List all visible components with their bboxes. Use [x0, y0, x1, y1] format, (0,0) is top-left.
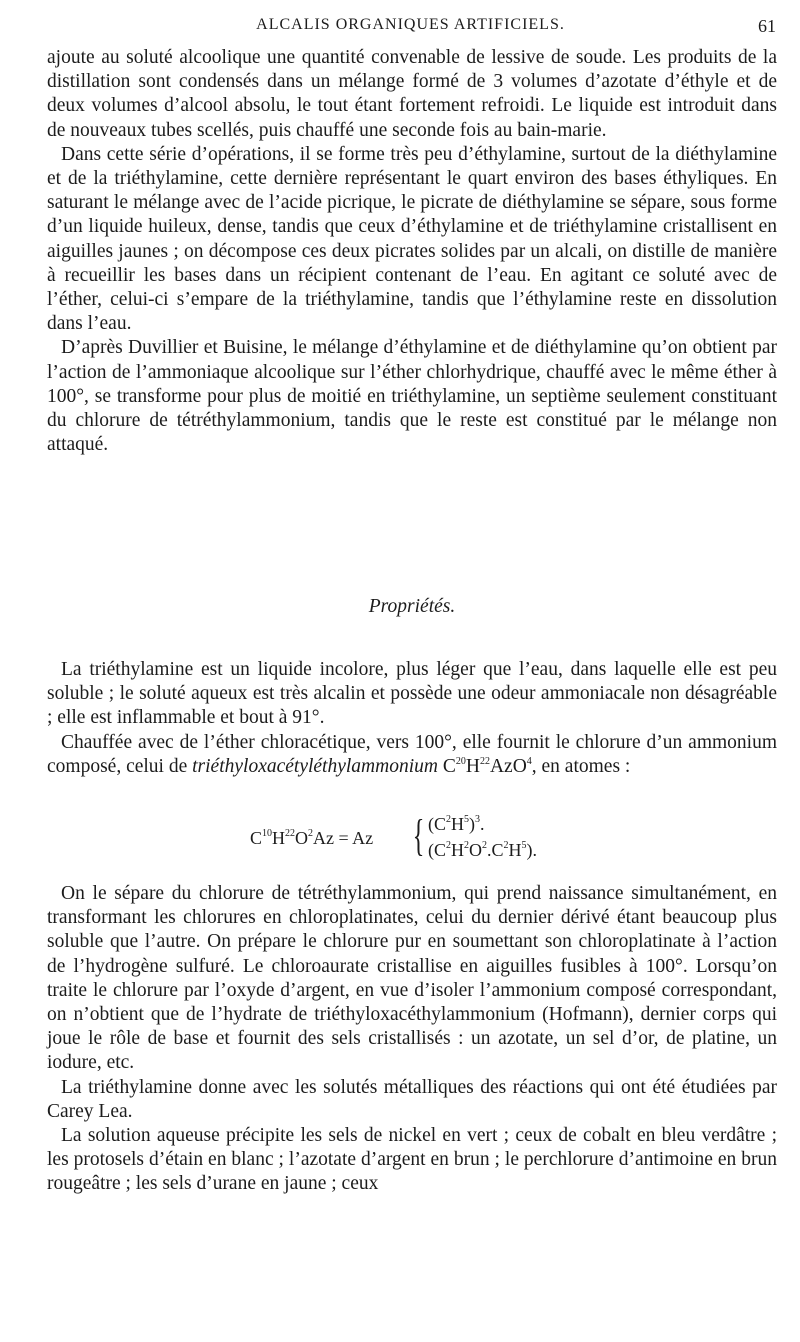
- paragraph: La solution aqueuse précipite les sels de nickel en vert ; ceux de cobalt en bleu verdâtre ; les protosels d’étain en blanc ; l’azotate d’argent en brun ; le perchlorure d’antimoine en brun rougeâtre ; les sels d’urane en jaune ; ceux: [47, 1125, 777, 1195]
- running-header-title: ALCALIS ORGANIQUES ARTIFICIELS.: [256, 16, 565, 33]
- section-heading: Propriétés.: [368, 596, 456, 617]
- paragraph: Dans cette série d’opérations, il se forme très peu d’éthylamine, surtout de la diéthylamine et de la triéthylamine, cette dernière représentant le quart environ des bases éthyliques. En saturant le mélange avec de l’acide picrique, le picrate de diéthylamine se sépare, sous forme d’un liquide huileux, dense, tandis que ceux d’éthylamine et de triéthylamine cristallisent en aiguilles jaunes ; on décompose ces deux picrates solides par un alcali, on distille de manière à recueillir les bases dans un récipient contenant de l’eau. En agitant ce soluté avec de l’éther, celui-ci s’empare de la triéthylamine, tandis que l’éthylamine reste en dissolution dans l’eau.: [47, 143, 777, 335]
- formula-left-side: $C^{10}H^{22}O^2Az = Az$: [250, 828, 374, 848]
- running-header: [45, 14, 776, 38]
- paragraph: On le sépare du chlorure de tétréthylammonium, qui prend naissance simultanément, en transformant les chlorures en chloroplatinates, celui du dernier dérivé étant beaucoup plus soluble que l’autre. On prépare le chlorure pur en soumettant son chloroplatinate à l’action de l’hydrogène sulfuré. Le chloroaurate cristallise en aiguilles fusibles à 100°. Lorsqu’on traite le chlorure par l’oxyde d’argent, en vue d’isoler l’ammonium composé correspondant, on n’obtient que de l’hydrate de triéthyloxacéthylammonium (Hofmann), dernier corps qui joue le rôle de base et fournit des sels cristallisés : un azotate, un sel d’or, de platine, un iodure, etc.: [47, 883, 777, 1074]
- formula-right-line-1: $(C^2H^5)^3$.: [428, 814, 485, 834]
- text-block-reactions: [47, 882, 777, 1197]
- text-block-intro: [47, 46, 777, 457]
- inline-formula: $C^{20}H^{22}AzO^4$: [442, 755, 532, 777]
- formula-right-line-2: $(C^2H^2O^2.C^2H^5)$.: [428, 840, 538, 860]
- paragraph: Chauffée avec de l’éther chloracétique, vers 100°, elle fournit le chlorure d’un ammonium composé, celui de triéthyloxacétyléthylammonium $C^{20}H^{22}AzO^4$, en atomes :: [47, 731, 777, 777]
- text-block-properties: [47, 658, 777, 779]
- compound-name: triéthyloxacétyléthylammonium: [192, 755, 438, 777]
- paragraph: D’après Duvillier et Buisine, le mélange d’éthylamine et de diéthylamine qu’on obtient par l’action de l’ammoniaque alcoolique sur l’éther chlorhydrique, chauffé avec le même éther à 100°, se transforme pour plus de moitié en triéthylamine, un septième seulement constituant du chlorure de tétréthylammonium, tandis que le reste est constitué par le mélange non attaqué.: [47, 337, 777, 456]
- paragraph: La triéthylamine donne avec les solutés métalliques des réactions qui ont été étudiées par Carey Lea.: [47, 1076, 777, 1122]
- brace-symbol: {: [412, 811, 425, 860]
- paragraph: ajoute au soluté alcoolique une quantité convenable de lessive de soude. Les produits de la distillation sont condensés dans un mélange formé de 3 volumes d’azotate d’éthyle et de deux volumes d’alcool absolu, le tout étant fortement refroidi. Le liquide est introduit dans de nouveaux tubes scellés, puis chauffé une seconde fois au bain-marie.: [47, 47, 777, 141]
- page-number: 61: [758, 16, 776, 36]
- paragraph: La triéthylamine est un liquide incolore, plus léger que l’eau, dans laquelle elle est peu soluble ; le soluté aqueux est très alcalin et possède une odeur ammoniacale non désagréable ; elle est inflammable et bout à 91°.: [47, 659, 777, 729]
